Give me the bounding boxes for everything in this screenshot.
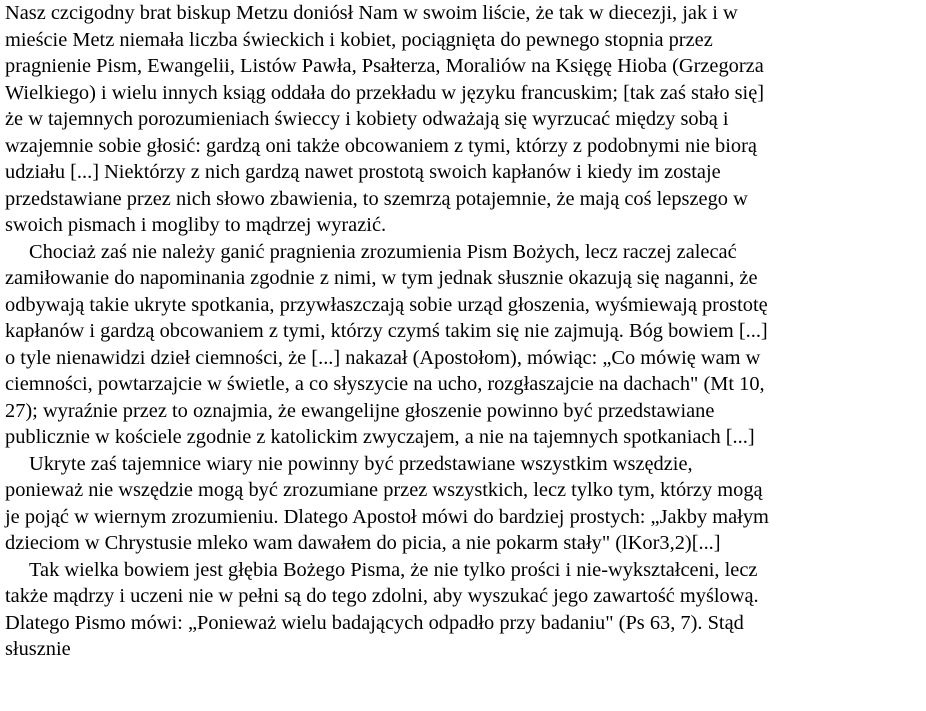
paragraph-4 [5, 557, 923, 663]
paragraph-2 [5, 239, 923, 451]
text-line: mieście Metz niemała liczba świeckich i kobiet, pociągnięta do pewnego stopnia przez [5, 28, 713, 51]
text-line: Dlatego Pismo mówi: „Ponieważ wielu badających odpadło przy badaniu" (Ps 63, 7). Stąd [5, 611, 744, 634]
text-line: kapłanów i gardzą obcowaniem z tymi, którzy czymś takim się nie zajmują. Bóg bowiem [...] [5, 320, 768, 342]
text-line: publicznie w kościele zgodnie z katolickim zwyczajem, a nie na tajemnych spotkaniach [...] [5, 426, 755, 448]
text-line: że w tajemnych porozumieniach świeccy i kobiety odważają się wyrzucać między sobą i [5, 108, 729, 130]
text-line: Ukryte zaś tajemnice wiary nie powinny być przedstawiane wszystkim wszędzie, [29, 452, 693, 475]
text-line: o tyle nienawidzi dzieł ciemności, że [...] nakazał (Apostołom), mówiąc: „Co mówię wam w [5, 346, 761, 369]
text-line: ponieważ nie wszędzie mogą być zrozumiane przez wszystkich, lecz tylko tym, którzy mogą [5, 479, 763, 501]
paragraph-1 [5, 0, 923, 239]
text-line: udziału [...] Niektórzy z nich gardzą nawet prostotą swoich kapłanów i kiedy im zostaje [5, 161, 721, 183]
text-line: wzajemnie sobie głosić: gardzą oni także obcowaniem z tymi, którzy z podobnymi nie biorą [5, 134, 757, 157]
text-line: swoich pismach i mogliby to mądrzej wyrazić. [5, 214, 387, 236]
text-line: Tak wielka bowiem jest głębia Bożego Pisma, że nie tylko prości i nie-wykształceni, lecz [29, 558, 758, 581]
paragraph-3 [5, 451, 923, 557]
text-line: przedstawiane przez nich słowo zbawienia, to szemrzą potajemnie, że mają coś lepszego w [5, 187, 748, 210]
text-line: dzieciom w Chrystusie mleko wam dawałem do picia, a nie pokarm stały" (lKor3,2)[...] [5, 532, 721, 554]
text-line: ciemności, powtarzajcie w świetle, a co słyszycie na ucho, rozgłaszajcie na dachach" (Mt 10, [5, 373, 765, 395]
text-line: Wielkiego) i wielu innych ksiąg oddała do przekładu w języku francuskim; [tak zaś stało się] [5, 81, 765, 104]
text-line: 27); wyraźnie przez to oznajmia, że ewangelijne głoszenie powinno być przedstawiane [5, 399, 715, 422]
text-line: je pojąć w wiernym zrozumieniu. Dlatego Apostoł mówi do bardziej prostych: „Jakby małym [5, 505, 769, 528]
text-line: także mądrzy i uczeni nie w pełni są do tego zdolni, aby wyszukać jego zawartość myślową. [5, 585, 759, 607]
text-line: słusznie [5, 638, 71, 660]
text-line: pragnienie Pism, Ewangelii, Listów Pawła, Psałterza, Moraliów na Księgę Hioba (Grzegorza [5, 55, 764, 77]
text-line: Nasz czcigodny brat biskup Metzu doniósł Nam w swoim liście, że tak w diecezji, jak i w [5, 2, 738, 24]
text-line: Chociaż zaś nie należy ganić pragnienia zrozumienia Pism Bożych, lecz raczej zalecać [29, 240, 737, 263]
document-page [5, 0, 923, 663]
text-line: odbywają takie ukryte spotkania, przywłaszczają sobie urząd głoszenia, wyśmiewają prostotę [5, 293, 768, 316]
text-line: zamiłowanie do napominania zgodnie z nimi, w tym jednak słusznie okazują się naganni, że [5, 267, 758, 289]
